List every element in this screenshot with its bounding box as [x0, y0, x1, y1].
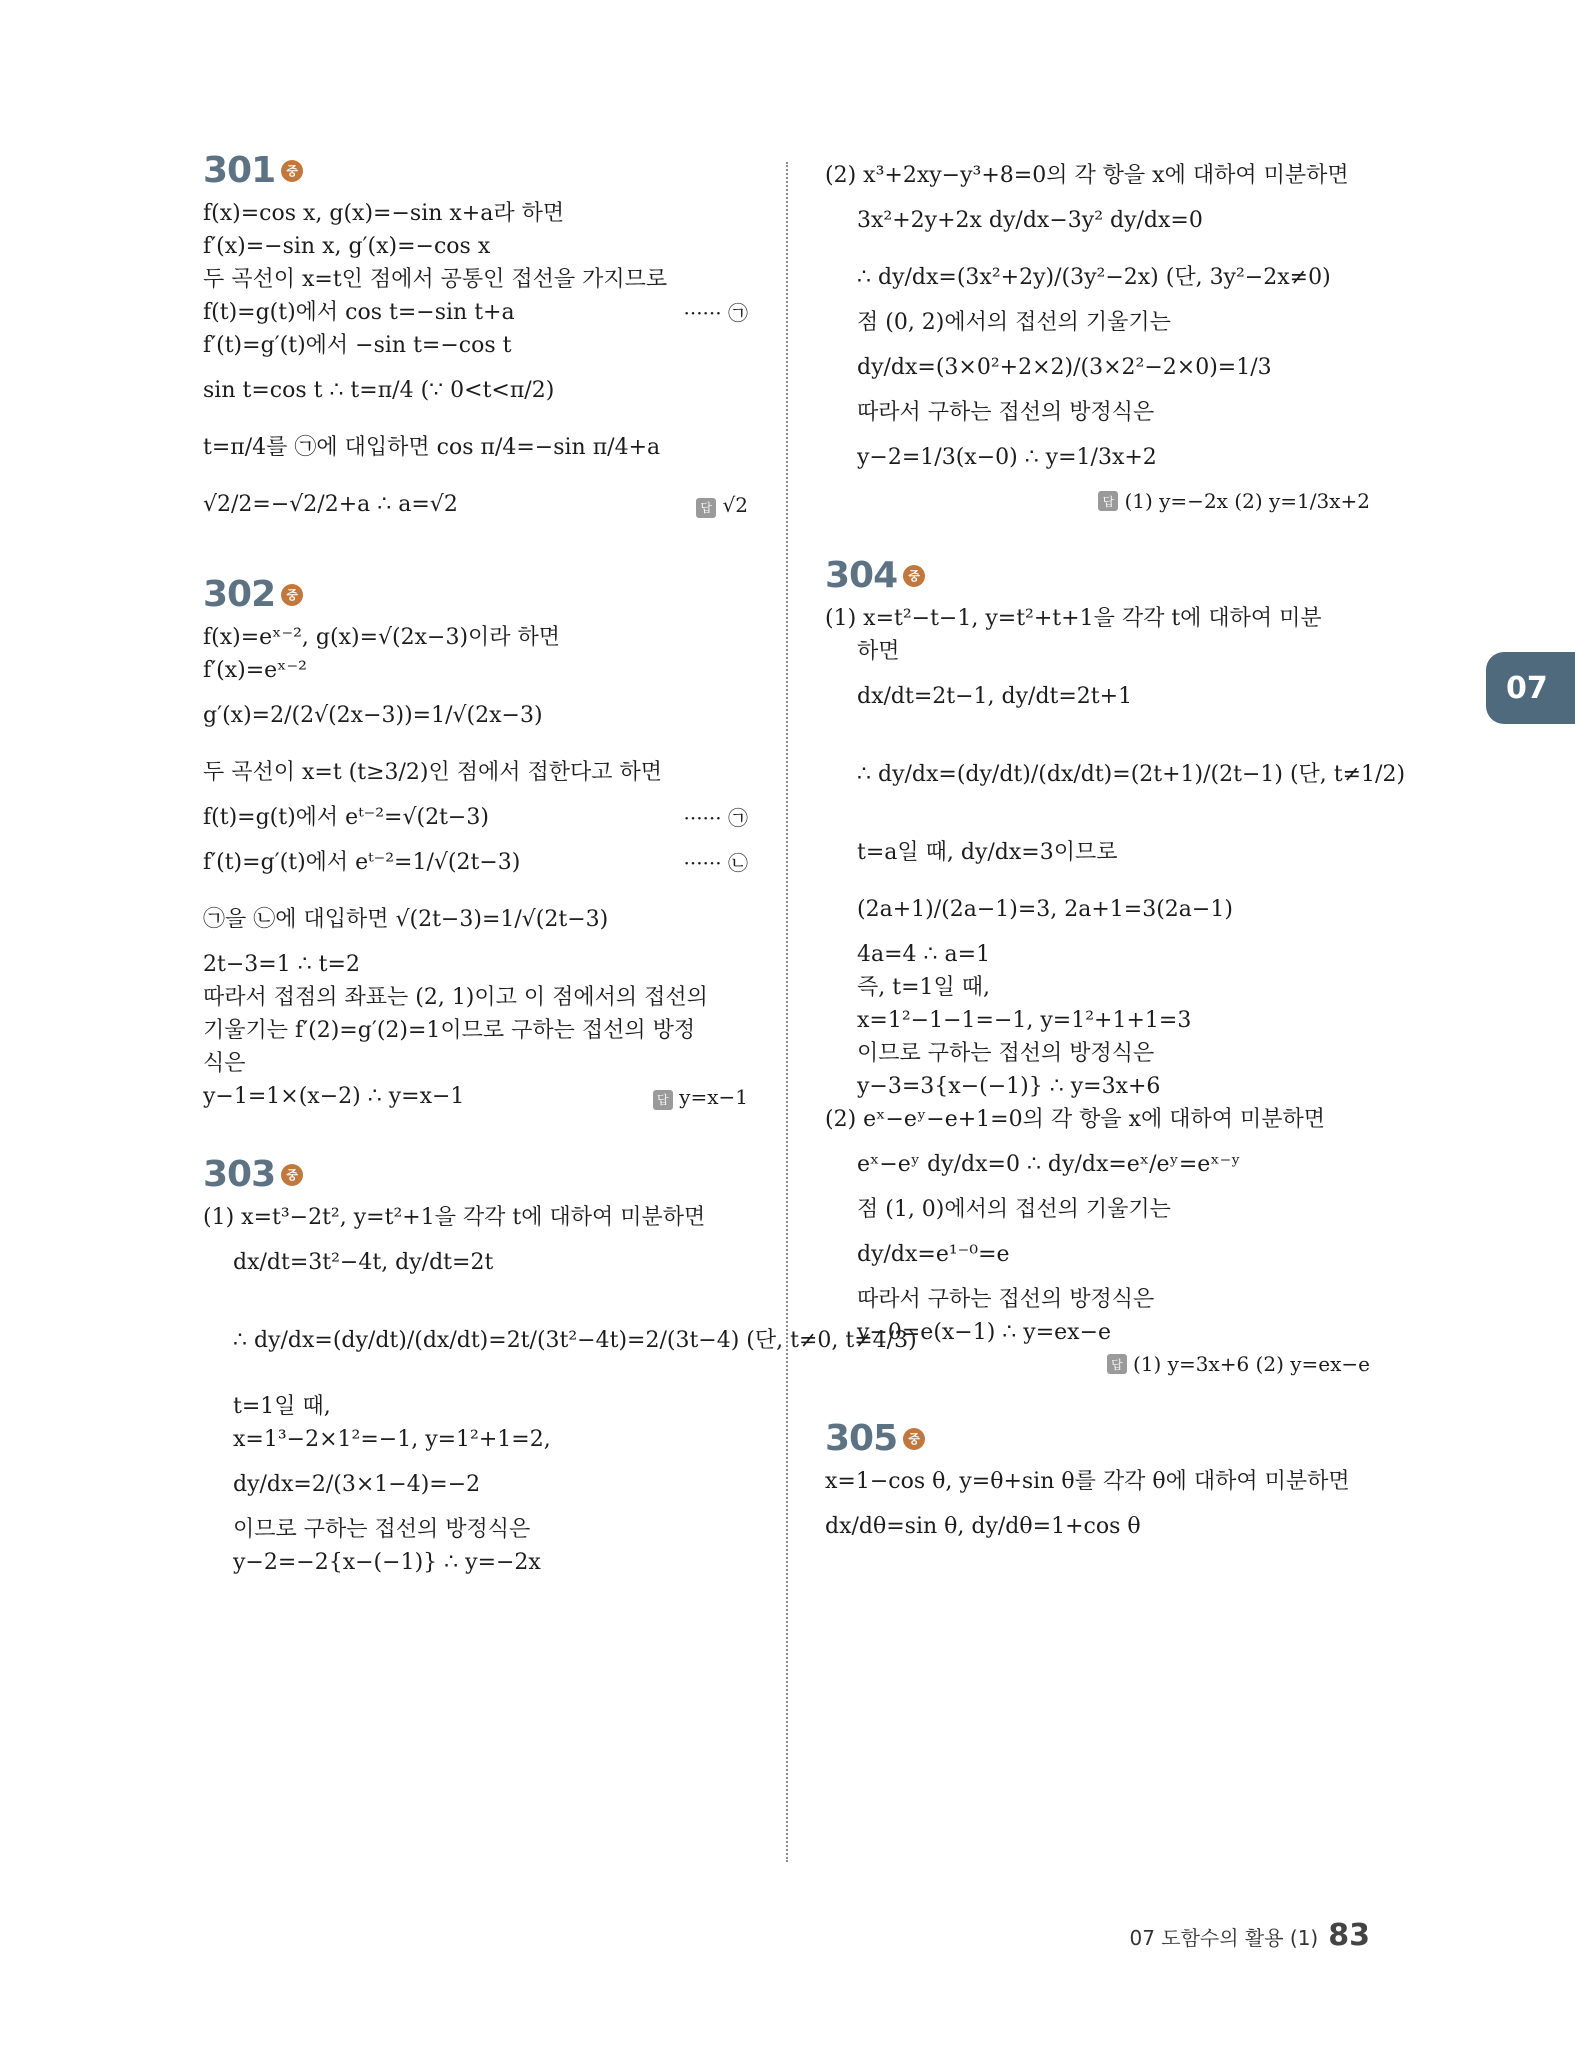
answer	[825, 489, 1370, 513]
solution-line: dx/dθ=sin θ, dy/dθ=1+cos θ	[825, 1514, 1141, 1539]
answer-text: (1) y=3x+6 (2) y=ex−e	[1132, 1352, 1370, 1376]
solution-text: f(t)=g(t)에서 eᵗ⁻²=√(2t−3)	[203, 805, 489, 830]
solution-line: 3x²+2y+2x dy/dx−3y² dy/dx=0	[857, 208, 1203, 233]
solution-line: 식은	[203, 1051, 246, 1076]
solution-line: 하면	[857, 639, 900, 664]
solution-line: (2a+1)/(2a−1)=3, 2a+1=3(2a−1)	[857, 897, 1233, 922]
solution-line: ∴ dy/dx=(3x²+2y)/(3y²−2x) (단, 3y²−2x≠0)	[857, 265, 1331, 290]
problem-301	[203, 150, 748, 532]
difficulty-badge: 중	[903, 565, 925, 587]
solution-line: 이므로 구하는 접선의 방정식은	[233, 1517, 531, 1542]
right-column	[825, 158, 1406, 1596]
problem-number: 301	[203, 150, 276, 191]
problem-number: 305	[825, 1418, 898, 1459]
solution-line-marked	[203, 836, 748, 890]
equation-marker: ······ ㉠	[683, 806, 748, 830]
answer	[653, 1082, 748, 1112]
problem-305	[825, 1418, 1370, 1554]
solution-line: 두 곡선이 x=t인 점에서 공통인 접선을 가지므로	[203, 267, 668, 292]
solution-line: dy/dx=2/(3×1−4)=−2	[233, 1472, 481, 1497]
solution-line-answer	[203, 1082, 748, 1112]
problem-302	[203, 574, 748, 1112]
solution-line: ㉠을 ㉡에 대입하면 √(2t−3)=1/√(2t−3)	[203, 907, 609, 932]
solution-line: 점 (0, 2)에서의 접선의 기울기는	[857, 310, 1171, 335]
solution-line: (1) x=t³−2t², y=t²+1을 각각 t에 대하여 미분하면	[203, 1205, 706, 1230]
answer-icon: 답	[1107, 1354, 1127, 1374]
equation-marker: ······ ㉠	[683, 301, 748, 325]
solution-line-marked	[203, 803, 748, 833]
solution-line: t=1일 때,	[233, 1394, 331, 1419]
answer	[696, 478, 748, 532]
solution-line: y−2=−2{x−(−1)} ∴ y=−2x	[233, 1550, 541, 1575]
column-divider	[786, 162, 788, 1862]
answer-text: √2	[722, 493, 748, 517]
solution-line: 이므로 구하는 접선의 방정식은	[857, 1041, 1155, 1066]
solution-line: (2) x³+2xy−y³+8=0의 각 항을 x에 대하여 미분하면	[825, 163, 1349, 188]
solution-line: 4a=4 ∴ a=1	[857, 942, 991, 967]
solution-line: x=1−cos θ, y=θ+sin θ를 각각 θ에 대하여 미분하면	[825, 1469, 1350, 1494]
solution-line: dy/dx=(3×0²+2×2)/(3×2²−2×0)=1/3	[857, 355, 1272, 380]
solution-line: dy/dx=e¹⁻⁰=e	[857, 1242, 1010, 1267]
solution-line: y−0=e(x−1) ∴ y=ex−e	[857, 1320, 1112, 1345]
solution-line: 기울기는 f′(2)=g′(2)=1이므로 구하는 접선의 방정	[203, 1018, 696, 1043]
solution-line: (1) x=t²−t−1, y=t²+t+1을 각각 t에 대하여 미분	[825, 606, 1322, 631]
answer-text: (1) y=−2x (2) y=1/3x+2	[1124, 489, 1370, 513]
solution-text: y−1=1×(x−2) ∴ y=x−1	[203, 1084, 465, 1109]
solution-line: 따라서 구하는 접선의 방정식은	[857, 400, 1155, 425]
solution-line: (2) eˣ−eʸ−e+1=0의 각 항을 x에 대하여 미분하면	[825, 1107, 1325, 1132]
answer	[825, 1352, 1370, 1376]
solution-line: f′(x)=−sin x, g′(x)=−cos x	[203, 234, 491, 259]
solution-line: y−3=3{x−(−1)} ∴ y=3x+6	[857, 1074, 1161, 1099]
page-number: 83	[1328, 1918, 1370, 1953]
solution-line: 즉, t=1일 때,	[857, 975, 991, 1000]
solution-line: 두 곡선이 x=t (t≥3/2)인 점에서 접한다고 하면	[203, 760, 663, 785]
page-footer	[1129, 1918, 1370, 1953]
answer-text: y=x−1	[679, 1085, 748, 1109]
problem-303-continued	[825, 161, 1370, 513]
solution-line: g′(x)=2/(2√(2x−3))=1/√(2x−3)	[203, 703, 543, 728]
solution-line: t=π/4를 ㉠에 대입하면 cos π/4=−sin π/4+a	[203, 435, 661, 460]
solution-text: f(t)=g(t)에서 cos t=−sin t+a	[203, 300, 515, 325]
solution-line-marked	[203, 298, 748, 328]
solution-line: f(x)=cos x, g(x)=−sin x+a라 하면	[203, 201, 565, 226]
solution-text: √2/2=−√2/2+a ∴ a=√2	[203, 492, 458, 517]
solution-text: f′(t)=g′(t)에서 eᵗ⁻²=1/√(2t−3)	[203, 850, 521, 875]
difficulty-badge: 중	[281, 160, 303, 182]
solution-line: x=1²−1−1=−1, y=1²+1+1=3	[857, 1008, 1192, 1033]
problem-number: 303	[203, 1154, 276, 1195]
solution-line: 따라서 구하는 접선의 방정식은	[857, 1287, 1155, 1312]
problem-304	[825, 555, 1406, 1376]
chapter-tab: 07	[1486, 652, 1575, 724]
solution-line: f′(t)=g′(t)에서 −sin t=−cos t	[203, 333, 512, 358]
solution-line: dx/dt=3t²−4t, dy/dt=2t	[233, 1250, 494, 1275]
solution-line: 2t−3=1 ∴ t=2	[203, 952, 360, 977]
problem-number: 304	[825, 555, 898, 596]
solution-line: f′(x)=eˣ⁻²	[203, 658, 307, 683]
answer-icon: 답	[653, 1090, 673, 1110]
chapter-title: 07 도함수의 활용 (1)	[1129, 1926, 1319, 1950]
solution-line: ∴ dy/dx=(dy/dt)/(dx/dt)=(2t+1)/(2t−1) (단, t≠1/2)	[857, 762, 1406, 787]
solution-line: eˣ−eʸ dy/dx=0 ∴ dy/dx=eˣ/eʸ=eˣ⁻ʸ	[857, 1152, 1241, 1177]
solution-line-answer	[203, 478, 748, 532]
equation-marker: ······ ㉡	[683, 851, 748, 875]
answer-icon: 답	[1098, 491, 1118, 511]
difficulty-badge: 중	[281, 584, 303, 606]
problem-number: 302	[203, 574, 276, 615]
solution-line: sin t=cos t ∴ t=π/4 (∵ 0<t<π/2)	[203, 378, 555, 403]
solution-line: 따라서 접점의 좌표는 (2, 1)이고 이 점에서의 접선의	[203, 985, 708, 1010]
difficulty-badge: 중	[903, 1428, 925, 1450]
solution-line: ∴ dy/dx=(dy/dt)/(dx/dt)=2t/(3t²−4t)=2/(3t−4) (단, t≠0, t≠4/3)	[233, 1328, 917, 1353]
difficulty-badge: 중	[281, 1164, 303, 1186]
solution-line: 점 (1, 0)에서의 접선의 기울기는	[857, 1197, 1171, 1222]
solution-line: x=1³−2×1²=−1, y=1²+1=2,	[233, 1427, 551, 1452]
solution-line: dx/dt=2t−1, dy/dt=2t+1	[857, 684, 1133, 709]
answer-icon: 답	[696, 498, 716, 518]
solution-line: f(x)=eˣ⁻², g(x)=√(2x−3)이라 하면	[203, 625, 561, 650]
solution-line: t=a일 때, dy/dx=3이므로	[857, 840, 1118, 865]
solution-line: y−2=1/3(x−0) ∴ y=1/3x+2	[857, 445, 1157, 470]
